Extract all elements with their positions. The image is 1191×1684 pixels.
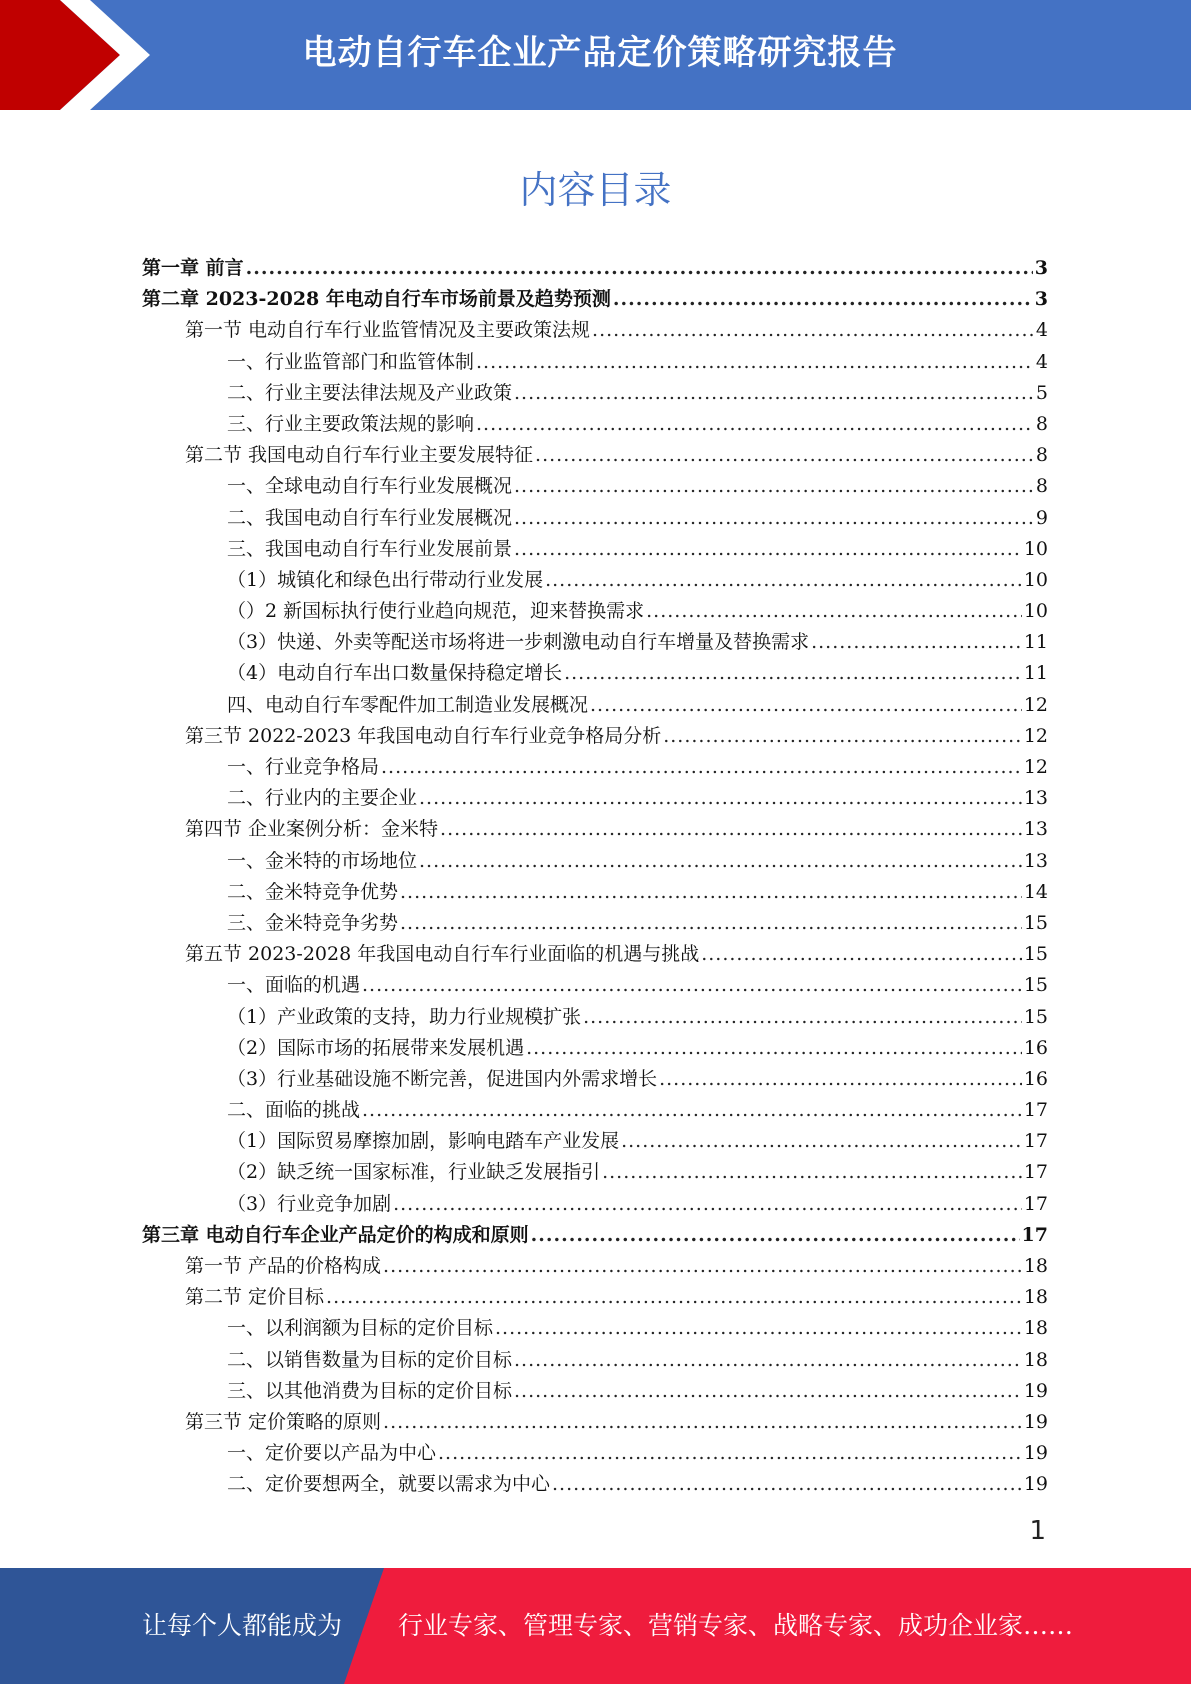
toc-entry-page: 19	[1023, 1442, 1048, 1465]
toc-entry[interactable]	[142, 1438, 1048, 1469]
toc-heading: 内容目录	[519, 168, 672, 212]
toc-dot-leader	[383, 1251, 1022, 1282]
toc-entry[interactable]	[142, 378, 1048, 409]
toc-entry-title: 第三节 2022-2023 年我国电动自行车行业竞争格局分析	[185, 724, 662, 747]
toc-dot-leader	[590, 690, 1022, 721]
toc-entry-page: 17	[1023, 1130, 1048, 1153]
toc-dot-leader	[400, 908, 1022, 939]
toc-entry[interactable]	[142, 721, 1048, 752]
toc-dot-leader	[246, 253, 1033, 284]
toc-entry-title: 一、金米特的市场地位	[227, 849, 418, 872]
toc-dot-leader	[419, 846, 1022, 877]
toc-entry-page: 17	[1023, 1161, 1048, 1184]
toc-entry-title: 三、行业主要政策法规的影响	[227, 412, 475, 435]
toc-entry-page: 15	[1023, 943, 1048, 966]
toc-entry[interactable]	[142, 1345, 1048, 1376]
report-title: 电动自行车企业产品定价策略研究报告	[302, 33, 898, 73]
toc-entry[interactable]	[142, 752, 1048, 783]
toc-entry-page: 17	[1023, 1099, 1048, 1122]
toc-dot-leader	[326, 1282, 1022, 1313]
toc-entry-page: 18	[1023, 1255, 1048, 1277]
toc-dot-leader	[659, 1064, 1022, 1095]
toc-entry-page: 5	[1035, 381, 1048, 404]
toc-entry-title: （3）行业竞争加剧	[227, 1192, 392, 1215]
toc-dot-leader	[646, 596, 1022, 627]
toc-entry-title: （3）快递、外卖等配送市场将进一步刺激电动自行车增量及替换需求	[227, 631, 810, 654]
toc-entry-title: （2）国际市场的拓展带来发展机遇	[227, 1036, 525, 1059]
toc-entry-page: 8	[1035, 444, 1048, 467]
toc-entry-page: 10	[1023, 600, 1048, 623]
toc-entry-title: 三、我国电动自行车行业发展前景	[227, 537, 513, 560]
toc-entry-page: 13	[1023, 849, 1048, 872]
toc-entry-page: 14	[1023, 880, 1048, 903]
toc-entry-title: 一、行业监管部门和监管体制	[227, 350, 475, 373]
toc-entry[interactable]	[142, 877, 1048, 908]
toc-entry[interactable]	[142, 1376, 1048, 1407]
toc-entry-page: 16	[1023, 1067, 1048, 1090]
toc-dot-leader	[514, 378, 1034, 409]
toc-entry-page: 9	[1035, 506, 1048, 529]
toc-dot-leader	[495, 1313, 1022, 1344]
toc-dot-leader	[514, 503, 1034, 534]
toc-entry-page: 10	[1023, 568, 1048, 591]
toc-entry-title: 第三章 电动自行车企业产品定价的构成和原则	[142, 1223, 529, 1246]
toc-dot-leader	[811, 627, 1022, 658]
toc-dot-leader	[381, 752, 1022, 783]
toc-entry[interactable]	[142, 1126, 1048, 1157]
toc-entry-title: （3）行业基础设施不断完善，促进国内外需求增长	[227, 1067, 658, 1090]
toc-entry-page: 13	[1023, 787, 1048, 810]
toc-entry[interactable]	[142, 970, 1048, 1001]
toc-entry-title: （4）电动自行车出口数量保持稳定增长	[227, 662, 563, 685]
toc-entry-page: 15	[1023, 974, 1048, 997]
toc-dot-leader	[583, 1002, 1022, 1033]
footer-banner	[0, 1568, 1191, 1684]
toc-entry[interactable]	[142, 908, 1048, 939]
toc-dot-leader	[621, 1126, 1022, 1157]
toc-entry-page: 16	[1023, 1036, 1048, 1059]
toc-entry-title: 第五节 2023-2028 年我国电动自行车行业面临的机遇与挑战	[185, 943, 700, 966]
toc-entry[interactable]	[142, 814, 1048, 845]
toc-entry-page: 15	[1023, 1005, 1048, 1028]
toc-entry-title: （）2 新国标执行使行业趋向规范，迎来替换需求	[227, 600, 645, 623]
toc-dot-leader	[545, 565, 1022, 596]
toc-entry[interactable]	[142, 596, 1048, 627]
toc-entry-page: 3	[1034, 257, 1048, 279]
toc-entry-title: 二、行业主要法律法规及产业政策	[227, 381, 513, 404]
toc-entry[interactable]	[142, 347, 1048, 378]
toc-entry-page: 19	[1023, 1473, 1048, 1496]
toc-entry[interactable]	[142, 1282, 1048, 1313]
toc-entry-title: 一、行业竞争格局	[227, 756, 380, 778]
toc-entry-page: 12	[1023, 724, 1048, 747]
toc-entry-title: 第二章 2023-2028 年电动自行车市场前景及趋势预测	[142, 288, 611, 311]
toc-dot-leader	[419, 783, 1022, 814]
toc-entry[interactable]	[142, 471, 1048, 502]
toc-entry-page: 12	[1023, 693, 1048, 716]
toc-entry-title: 第一章 前言	[142, 257, 244, 279]
toc-dot-leader	[564, 658, 1022, 689]
toc-entry[interactable]	[142, 1095, 1048, 1126]
toc-entry[interactable]	[142, 1157, 1048, 1188]
toc-entry-title: 二、以销售数量为目标的定价目标	[227, 1348, 513, 1371]
toc-entry[interactable]	[142, 315, 1048, 346]
toc-entry[interactable]	[142, 440, 1048, 471]
toc-entry[interactable]	[142, 658, 1048, 689]
toc-entry-page: 10	[1023, 537, 1048, 560]
toc-entry-page: 19	[1023, 1379, 1048, 1402]
toc-entry[interactable]	[142, 1469, 1048, 1500]
toc-dot-leader	[663, 721, 1022, 752]
toc-entry-title: 二、我国电动自行车行业发展概况	[227, 506, 513, 529]
toc-entry[interactable]	[142, 503, 1048, 534]
toc-dot-leader	[535, 440, 1034, 471]
toc-dot-leader	[362, 970, 1022, 1001]
toc-entry[interactable]	[142, 253, 1048, 284]
arrow-chevron-decoration	[0, 0, 160, 110]
toc-entry-page: 19	[1023, 1410, 1048, 1433]
toc-dot-leader	[592, 315, 1034, 346]
toc-dot-leader	[362, 1095, 1022, 1126]
toc-entry-title: 二、行业内的主要企业	[227, 787, 418, 810]
toc-entry-page: 15	[1023, 911, 1048, 934]
toc-dot-leader	[514, 534, 1022, 565]
toc-entry-title: 第一节 电动自行车行业监管情况及主要政策法规	[185, 319, 591, 342]
toc-entry-title: 一、全球电动自行车行业发展概况	[227, 475, 513, 498]
toc-dot-leader	[440, 814, 1022, 845]
toc-entry[interactable]	[142, 783, 1048, 814]
toc-entry-title: 第四节 企业案例分析：金米特	[185, 818, 439, 841]
toc-dot-leader	[526, 1033, 1022, 1064]
toc-dot-leader	[476, 409, 1034, 440]
toc-entry[interactable]	[142, 1220, 1048, 1251]
toc-entry-title: 二、定价要想两全，就要以需求为中心	[227, 1473, 551, 1496]
toc-entry-page: 8	[1035, 412, 1048, 435]
toc-entry-title: （2）缺乏统一国家标准，行业缺乏发展指引	[227, 1161, 601, 1184]
toc-dot-leader	[514, 1345, 1022, 1376]
table-of-contents	[142, 253, 1048, 1501]
toc-entry-page: 17	[1023, 1192, 1048, 1215]
toc-dot-leader	[393, 1189, 1022, 1220]
toc-dot-leader	[438, 1438, 1022, 1469]
toc-entry-title: 一、定价要以产品为中心	[227, 1442, 437, 1465]
report-header	[0, 0, 1191, 110]
toc-entry[interactable]	[142, 409, 1048, 440]
toc-entry-title: （1）产业政策的支持，助力行业规模扩张	[227, 1005, 582, 1028]
toc-entry[interactable]	[142, 1313, 1048, 1344]
toc-entry-page: 11	[1023, 662, 1048, 685]
toc-entry[interactable]	[142, 1189, 1048, 1220]
toc-entry-title: 一、面临的机遇	[227, 974, 361, 997]
toc-entry[interactable]	[142, 565, 1048, 596]
toc-entry-page: 18	[1023, 1286, 1048, 1309]
toc-entry[interactable]	[142, 1033, 1048, 1064]
toc-entry-title: 第三节 定价策略的原则	[185, 1410, 382, 1433]
toc-entry[interactable]	[142, 1064, 1048, 1095]
toc-entry[interactable]	[142, 1407, 1048, 1438]
toc-dot-leader	[602, 1157, 1022, 1188]
toc-dot-leader	[552, 1469, 1022, 1500]
toc-entry[interactable]	[142, 846, 1048, 877]
toc-dot-leader	[400, 877, 1022, 908]
footer-slogan-left: 让每个人都能成为	[142, 1611, 343, 1640]
toc-dot-leader	[514, 1376, 1022, 1407]
toc-entry[interactable]	[142, 1251, 1048, 1282]
toc-dot-leader	[613, 284, 1033, 315]
toc-entry-title: （1）国际贸易摩擦加剧，影响电踏车产业发展	[227, 1130, 620, 1153]
toc-dot-leader	[476, 347, 1034, 378]
toc-entry-title: 第二节 我国电动自行车行业主要发展特征	[185, 444, 534, 467]
toc-entry-page: 3	[1034, 288, 1048, 311]
toc-entry[interactable]	[142, 534, 1048, 565]
toc-entry[interactable]	[142, 939, 1048, 970]
toc-entry-page: 4	[1035, 319, 1048, 342]
toc-entry[interactable]	[142, 690, 1048, 721]
footer-slogan-right: 行业专家、管理专家、营销专家、战略专家、成功企业家……	[398, 1611, 1074, 1640]
toc-dot-leader	[701, 939, 1022, 970]
toc-dot-leader	[514, 471, 1034, 502]
toc-entry-title: 二、面临的挑战	[227, 1099, 361, 1122]
toc-entry-title: 三、金米特竞争劣势	[227, 911, 399, 934]
toc-entry-title: 第二节 定价目标	[185, 1286, 325, 1309]
toc-entry-page: 12	[1023, 756, 1048, 778]
toc-entry-page: 4	[1035, 350, 1048, 373]
toc-dot-leader	[383, 1407, 1022, 1438]
toc-entry-title: 四、电动自行车零配件加工制造业发展概况	[227, 693, 589, 716]
toc-entry-page: 17	[1021, 1223, 1048, 1246]
toc-entry[interactable]	[142, 1002, 1048, 1033]
toc-entry-title: 二、金米特竞争优势	[227, 880, 399, 903]
toc-entry-title: 第一节 产品的价格构成	[185, 1255, 382, 1277]
toc-entry-page: 13	[1023, 818, 1048, 841]
toc-entry-page: 8	[1035, 475, 1048, 498]
toc-entry-page: 18	[1023, 1317, 1048, 1340]
toc-entry-title: 一、以利润额为目标的定价目标	[227, 1317, 494, 1340]
toc-entry[interactable]	[142, 627, 1048, 658]
page-number: 1	[1029, 1516, 1046, 1546]
toc-entry-title: （1）城镇化和绿色出行带动行业发展	[227, 568, 544, 591]
toc-entry-page: 18	[1023, 1348, 1048, 1371]
toc-entry-page: 11	[1023, 631, 1048, 654]
toc-entry[interactable]	[142, 284, 1048, 315]
toc-dot-leader	[531, 1220, 1020, 1251]
toc-entry-title: 三、以其他消费为目标的定价目标	[227, 1379, 513, 1402]
